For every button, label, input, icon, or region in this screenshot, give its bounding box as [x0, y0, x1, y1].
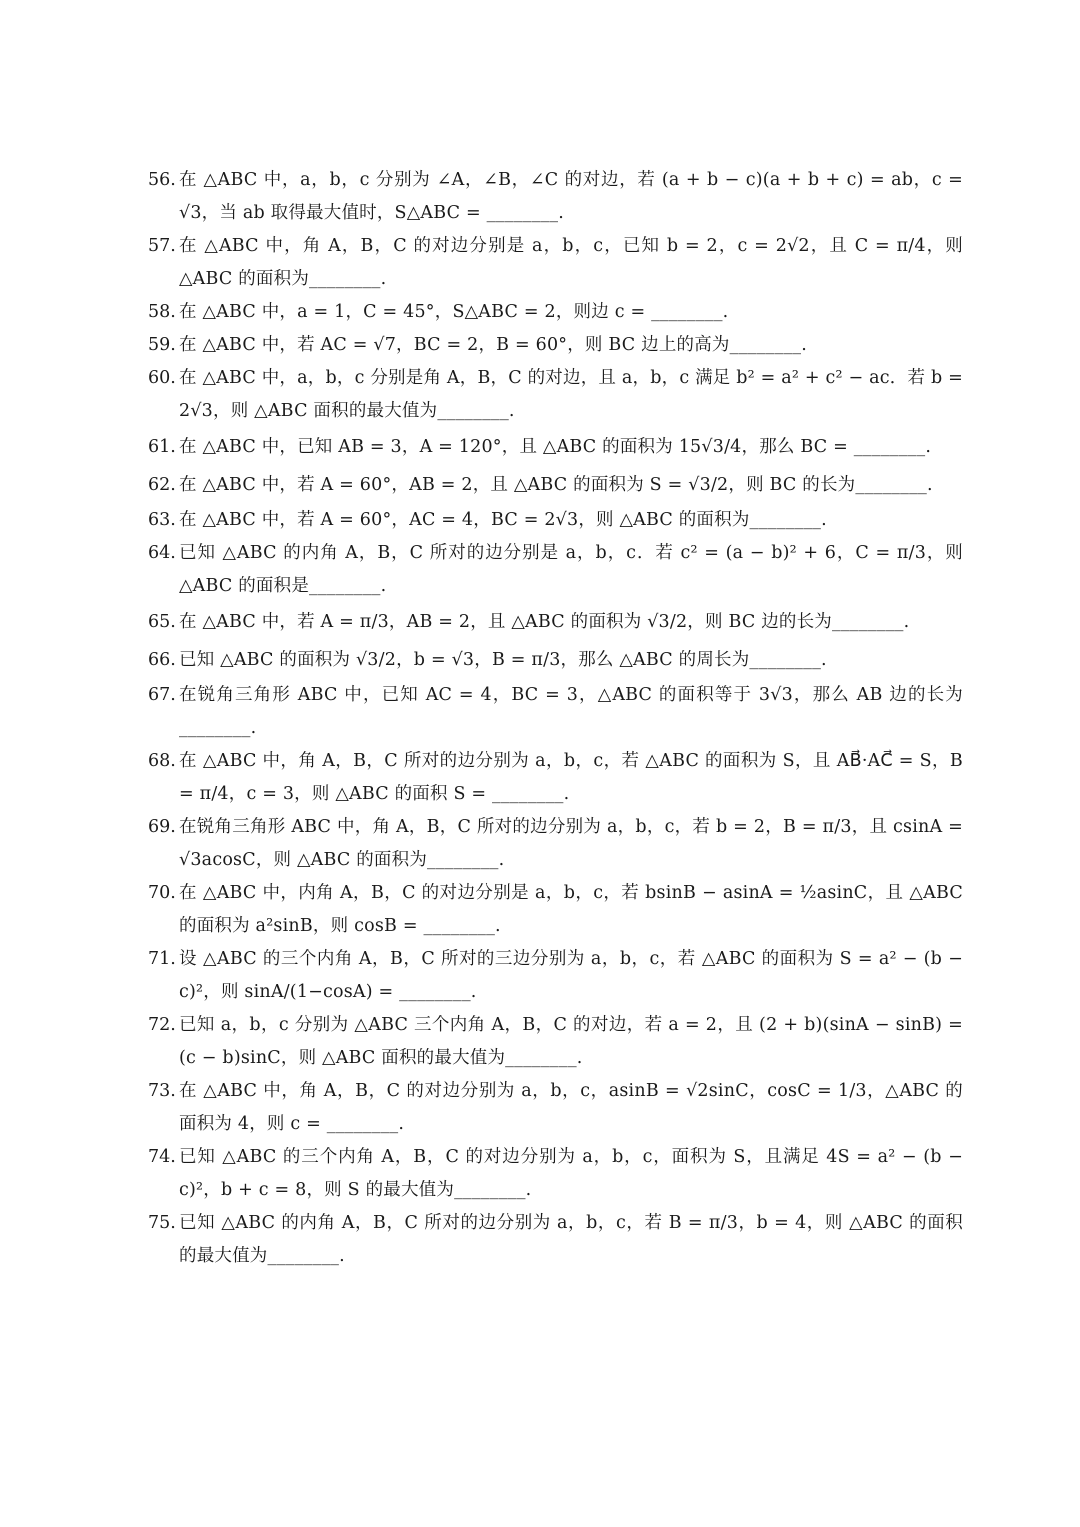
problem-text: 在 △ABC 中，a = 1，C = 45°，S△ABC = 2，则边 c = ________.: [179, 302, 729, 322]
problem-text: 设 △ABC 的三个内角 A，B，C 所对的三边分别为 a，b，c，若 △ABC 的面积为 S = a² − (b − c)²，则 sinA/(1−cosA) = ________.: [179, 949, 963, 1002]
problem-number: 68.: [148, 751, 176, 771]
problem-number: 72.: [148, 1015, 176, 1035]
problem-number: 62.: [148, 475, 176, 495]
problem-number: 67.: [148, 685, 176, 705]
problem-number: 58.: [148, 302, 176, 322]
problem-text: 在 △ABC 中，a，b，c 分别为 ∠A，∠B，∠C 的对边，若 (a + b − c)(a + b + c) = ab，c = √3，当 ab 取得最大值时，S△ABC = ________.: [179, 170, 963, 223]
problem-text: 在锐角三角形 ABC 中，已知 AC = 4，BC = 3，△ABC 的面积等于 3√3，那么 AB 边的长为________.: [179, 685, 963, 738]
problem-item: [148, 466, 963, 504]
problem-item: [148, 296, 963, 329]
problem-number: 57.: [148, 236, 176, 256]
problem-item: [148, 362, 963, 428]
problem-item: [148, 1207, 963, 1273]
problem-text: 已知 △ABC 的面积为 √3/2，b = √3，B = π/3，那么 △ABC 的周长为________.: [179, 650, 827, 670]
problem-text: 在 △ABC 中，角 A，B，C 的对边分别为 a，b，c，asinB = √2sinC，cosC = 1/3，△ABC 的面积为 4，则 c = ________.: [179, 1081, 963, 1134]
problem-number: 56.: [148, 170, 176, 190]
problem-text: 已知 △ABC 的三个内角 A，B，C 的对边分别为 a，b，c，面积为 S，且满足 4S = a² − (b − c)²，b + c = 8，则 S 的最大值为________.: [179, 1147, 963, 1200]
problem-item: [148, 745, 963, 811]
problem-number: 59.: [148, 335, 176, 355]
problem-item: [148, 877, 963, 943]
problem-number: 73.: [148, 1081, 176, 1101]
problem-number: 63.: [148, 510, 176, 530]
problem-item: [148, 504, 963, 537]
problem-text: 已知 △ABC 的内角 A，B，C 所对的边分别是 a，b，c．若 c² = (a − b)² + 6，C = π/3，则 △ABC 的面积是________.: [179, 543, 963, 596]
problem-number: 71.: [148, 949, 176, 969]
problem-item: [148, 943, 963, 1009]
problem-text: 在 △ABC 中，若 A = 60°，AB = 2，且 △ABC 的面积为 S = √3/2，则 BC 的长为________.: [179, 475, 933, 495]
problem-text: 在锐角三角形 ABC 中，角 A，B，C 所对的边分别为 a，b，c，若 b = 2，B = π/3，且 csinA = √3acosC，则 △ABC 的面积为________.: [179, 817, 963, 870]
problem-list: [148, 164, 963, 1273]
problem-item: [148, 164, 963, 230]
problem-item: [148, 428, 963, 466]
problem-number: 74.: [148, 1147, 176, 1167]
problem-text: 在 △ABC 中，角 A，B，C 的对边分别是 a，b，c，已知 b = 2，c = 2√2，且 C = π/4，则 △ABC 的面积为________.: [179, 236, 963, 289]
problem-text: 在 △ABC 中，若 AC = √7，BC = 2，B = 60°，则 BC 边上的高为________.: [179, 335, 807, 355]
problem-number: 66.: [148, 650, 176, 670]
problem-number: 65.: [148, 612, 176, 632]
problem-item: [148, 603, 963, 641]
problem-number: 75.: [148, 1213, 176, 1233]
problem-text: 在 △ABC 中，内角 A，B，C 的对边分别是 a，b，c，若 bsinB − asinA = ½asinC，且 △ABC 的面积为 a²sinB，则 cosB = ________.: [179, 883, 963, 936]
problem-number: 60.: [148, 368, 176, 388]
problem-text: 已知 △ABC 的内角 A，B，C 所对的边分别为 a，b，c，若 B = π/3，b = 4，则 △ABC 的面积的最大值为________.: [179, 1213, 963, 1266]
problem-item: [148, 1075, 963, 1141]
problem-item: [148, 329, 963, 362]
problem-text: 在 △ABC 中，已知 AB = 3，A = 120°，且 △ABC 的面积为 15√3/4，那么 BC = ________.: [179, 437, 932, 457]
problem-text: 在 △ABC 中，a，b，c 分别是角 A，B，C 的对边，且 a，b，c 满足 b² = a² + c² − ac．若 b = 2√3，则 △ABC 面积的最大值为________.: [179, 368, 963, 421]
problem-text: 在 △ABC 中，若 A = 60°，AC = 4，BC = 2√3，则 △ABC 的面积为________.: [179, 510, 827, 530]
problem-item: [148, 230, 963, 296]
problem-number: 64.: [148, 543, 176, 563]
problem-text: 在 △ABC 中，角 A，B，C 所对的边分别为 a，b，c，若 △ABC 的面积为 S，且 AB⃗·AC⃗ = S，B = π/4，c = 3，则 △ABC 的面积 S = ________.: [179, 751, 963, 804]
problem-item: [148, 1009, 963, 1075]
problem-item: [148, 811, 963, 877]
problem-item: [148, 641, 963, 679]
problem-text: 已知 a，b，c 分别为 △ABC 三个内角 A，B，C 的对边，若 a = 2，且 (2 + b)(sinA − sinB) = (c − b)sinC，则 △ABC 面积的最大值为________.: [179, 1015, 963, 1068]
problem-item: [148, 1141, 963, 1207]
problem-text: 在 △ABC 中，若 A = π/3，AB = 2，且 △ABC 的面积为 √3/2，则 BC 边的长为________.: [179, 612, 910, 632]
problem-item: [148, 537, 963, 603]
problem-number: 70.: [148, 883, 176, 903]
problem-number: 69.: [148, 817, 176, 837]
problem-item: [148, 679, 963, 745]
problem-number: 61.: [148, 437, 176, 457]
